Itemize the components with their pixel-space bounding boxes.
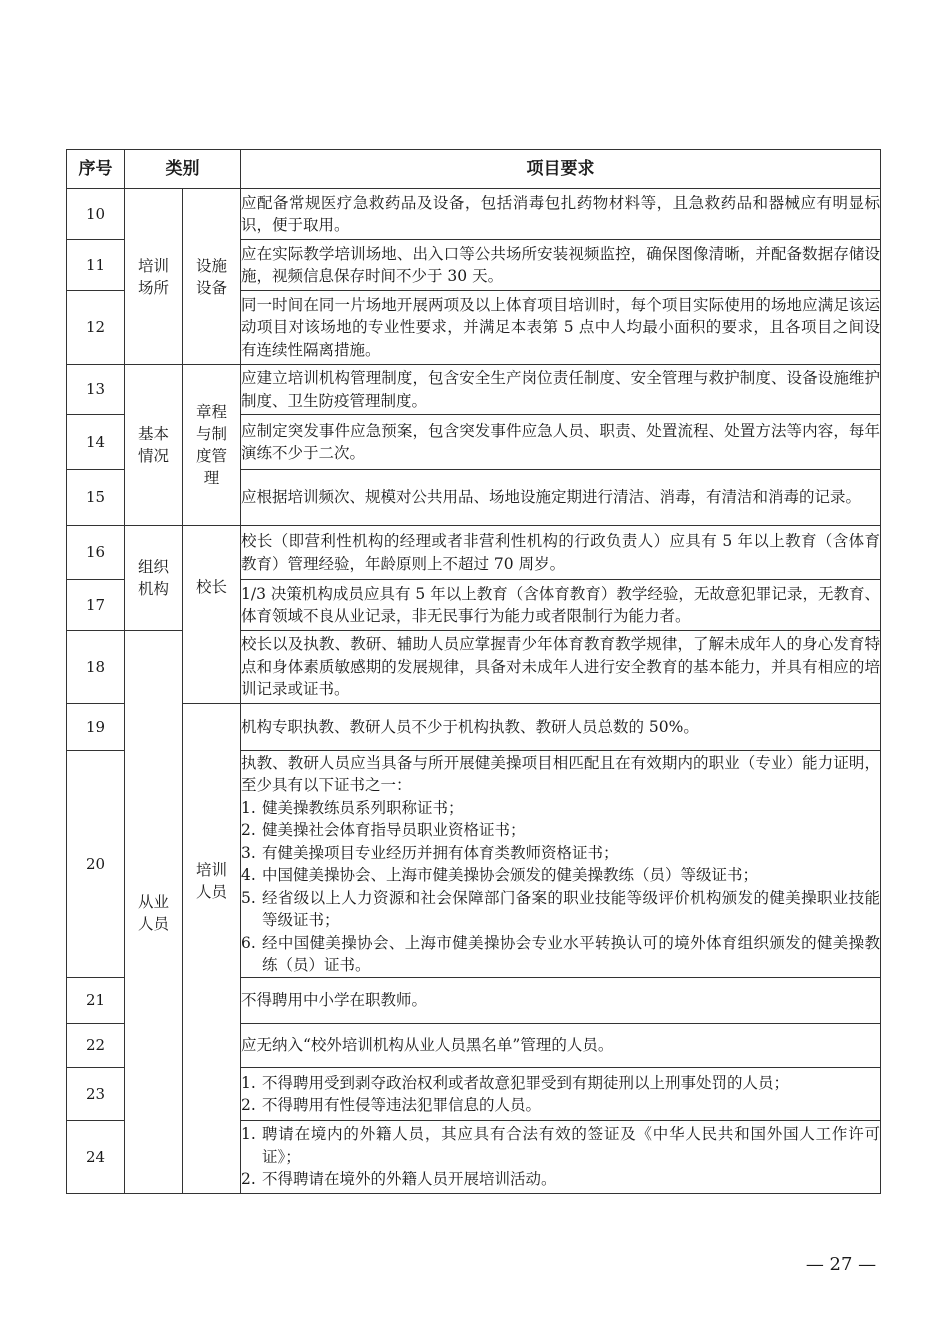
row-number: 19 — [67, 704, 125, 751]
row-number: 14 — [67, 415, 125, 470]
requirement-text: 应建立培训机构管理制度，包含安全生产岗位责任制度、安全管理与救护制度、设备设施维护制度、卫生防疫管理制度。 — [241, 365, 881, 415]
row-number: 18 — [67, 631, 125, 704]
subcategory-label: 校长 — [195, 578, 227, 596]
list-item — [241, 842, 880, 865]
list-marker: 4. — [241, 866, 256, 884]
list-item — [241, 1094, 880, 1117]
list-text: 健美操社会体育指导员职业资格证书； — [262, 821, 526, 839]
list-item — [241, 864, 880, 887]
category-label: 从业人员 — [137, 893, 169, 933]
list-text: 中国健美操协会、上海市健美操协会颁发的健美操教练（员）等级证书； — [262, 866, 759, 884]
requirement-text: 同一时间在同一片场地开展两项及以上体育项目培训时，每个项目实际使用的场地应满足该运动项目对该场地的专业性要求，并满足本表第 5 点中人均最小面积的要求，且各项目之间设有连续性隔离措施。 — [241, 291, 881, 365]
list-text: 经省级以上人力资源和社会保障部门备案的职业技能等级评价机构颁发的健美操职业技能等级证书； — [262, 888, 880, 929]
list-marker: 2. — [241, 1096, 256, 1114]
subcategory-principal — [183, 526, 241, 704]
row-number: 15 — [67, 470, 125, 526]
row-number: 20 — [67, 751, 125, 978]
requirement-text — [241, 1068, 881, 1121]
list-marker: 5. — [241, 888, 256, 907]
table-row — [67, 526, 881, 580]
subcategory-label: 培训人员 — [195, 861, 227, 901]
header-requirement: 项目要求 — [241, 150, 881, 189]
list-item — [241, 1123, 880, 1168]
row-number: 24 — [67, 1121, 125, 1194]
table-header-row — [67, 150, 881, 189]
requirement-text: 校长以及执教、教研、辅助人员应掌握青少年体育教育教学规律，了解未成年人的身心发育特点和身体素质敏感期的发展规律，具备对未成年人进行安全教育的基本能力，并具有相应的培训记录或证书。 — [241, 631, 881, 704]
requirement-text: 1/3 决策机构成员应具有 5 年以上教育（含体育教育）教学经验，无故意犯罪记录，无教育、体育领域不良从业记录，非无民事行为能力或者限制行为能力者。 — [241, 580, 881, 631]
row-number: 12 — [67, 291, 125, 365]
category-staff — [125, 631, 183, 1194]
requirement-text — [241, 1121, 881, 1194]
table-row — [67, 365, 881, 415]
requirement-text — [241, 751, 881, 978]
row-number: 10 — [67, 189, 125, 240]
requirement-list — [241, 1123, 880, 1191]
requirement-text: 应无纳入“校外培训机构从业人员黑名单”管理的人员。 — [241, 1024, 881, 1068]
list-marker: 2. — [241, 1170, 256, 1189]
requirement-text: 不得聘用中小学在职教师。 — [241, 978, 881, 1024]
row-number: 22 — [67, 1024, 125, 1068]
requirement-intro: 执教、教研人员应当具备与所开展健美操项目相匹配且在有效期内的职业（专业）能力证明，至少具有以下证书之一： — [241, 753, 880, 794]
table-row — [67, 189, 881, 240]
list-marker: 6. — [241, 933, 256, 952]
list-text: 不得聘用有性侵等违法犯罪信息的人员。 — [262, 1096, 542, 1114]
list-item — [241, 797, 880, 820]
list-marker: 1. — [241, 1073, 256, 1092]
list-item — [241, 932, 880, 977]
subcategory-facilities — [183, 189, 241, 365]
requirement-text: 应制定突发事件应急预案，包含突发事件应急人员、职责、处置流程、处置方法等内容，每年演练不少于二次。 — [241, 415, 881, 470]
list-text: 聘请在境内的外籍人员，其应具有合法有效的签证及《中华人民共和国外国人工作许可证》； — [262, 1125, 880, 1166]
row-number: 21 — [67, 978, 125, 1024]
requirement-text: 应配备常规医疗急救药品及设备，包括消毒包扎药物材料等，且急救药品和器械应有明显标识，便于取用。 — [241, 189, 881, 240]
category-venue — [125, 189, 183, 365]
category-label: 组织机构 — [137, 558, 169, 598]
subcategory-trainers — [183, 704, 241, 1194]
header-index: 序号 — [67, 150, 125, 189]
subcategory-rules — [183, 365, 241, 526]
certificate-list — [241, 797, 880, 977]
category-org — [125, 526, 183, 631]
subcategory-label: 章程与制度管理 — [195, 403, 227, 487]
requirement-text: 应根据培训频次、规模对公共用品、场地设施定期进行清洁、消毒，有清洁和消毒的记录。 — [241, 470, 881, 526]
list-marker: 2. — [241, 821, 256, 839]
row-number: 11 — [67, 240, 125, 291]
list-text: 有健美操项目专业经历并拥有体育类教师资格证书； — [262, 843, 619, 862]
header-category: 类别 — [125, 150, 241, 189]
list-text: 健美操教练员系列职称证书； — [262, 798, 464, 817]
category-label: 基本情况 — [137, 425, 169, 465]
requirement-text: 机构专职执教、教研人员不少于机构执教、教研人员总数的 50%。 — [241, 704, 881, 751]
list-marker: 1. — [241, 1125, 256, 1144]
table-row — [67, 704, 881, 751]
list-text: 不得聘用受到剥夺政治权利或者故意犯罪受到有期徒刑以上刑事处罚的人员； — [262, 1073, 790, 1092]
list-marker: 1. — [241, 798, 256, 817]
row-number: 23 — [67, 1068, 125, 1121]
list-item — [241, 1072, 880, 1095]
list-marker: 3. — [241, 843, 256, 862]
row-number: 13 — [67, 365, 125, 415]
list-item — [241, 819, 880, 842]
row-number: 17 — [67, 580, 125, 631]
requirements-table — [66, 149, 881, 1194]
category-basic — [125, 365, 183, 526]
subcategory-label: 设施设备 — [195, 256, 227, 297]
requirement-text: 应在实际教学培训场地、出入口等公共场所安装视频监控，确保图像清晰，并配备数据存储设施，视频信息保存时间不少于 30 天。 — [241, 240, 881, 291]
list-text: 不得聘请在境外的外籍人员开展培训活动。 — [262, 1170, 557, 1189]
category-label: 培训场所 — [137, 256, 169, 297]
page-number: — 27 — — [805, 1254, 877, 1275]
list-item — [241, 887, 880, 932]
requirement-list — [241, 1072, 880, 1117]
list-item — [241, 1168, 880, 1191]
requirement-text: 校长（即营利性机构的经理或者非营利性机构的行政负责人）应具有 5 年以上教育（含体育教育）管理经验，年龄原则上不超过 70 周岁。 — [241, 526, 881, 580]
list-text: 经中国健美操协会、上海市健美操协会专业水平转换认可的境外体育组织颁发的健美操教练（员）证书。 — [262, 933, 880, 974]
row-number: 16 — [67, 526, 125, 580]
